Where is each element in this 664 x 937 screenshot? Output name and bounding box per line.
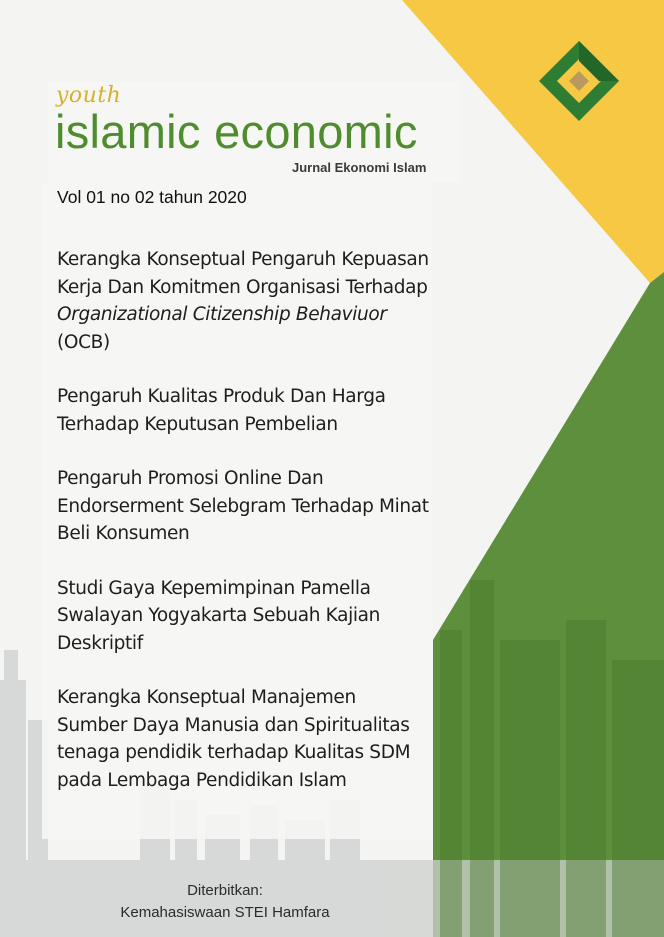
article-title: Kerangka Konseptual Manajemen Sumber Daya Manusia dan Spiritualitas tenaga pendidik terhadap Kualitas SDM pada Lembaga Pendidikan Islam <box>57 687 411 791</box>
article-title: Pengaruh Promosi Online Dan Endorserment Selebgram Terhadap Minat Beli Konsumen <box>57 468 429 544</box>
volume-info: Vol 01 no 02 tahun 2020 <box>57 187 247 207</box>
article-title: Studi Gaya Kepemimpinan Pamella Swalayan Yogyakarta Sebuah Kajian Deskriptif <box>57 577 381 654</box>
diamond-logo-icon <box>535 37 623 125</box>
article-list <box>57 246 429 821</box>
publisher-name: Kemahasiswaan STEI Hamfara <box>120 904 330 921</box>
article-title: Kerangka Konseptual Pengaruh Kepuasan Kerja Dan Komitmen Organisasi Terhadap Organizational Citizenship Behaviuor (OCB) <box>57 249 429 353</box>
article-title: Pengaruh Kualitas Produk Dan Harga Terhadap Keputusan Pembelian <box>57 386 386 435</box>
journal-kicker: youth <box>56 83 122 108</box>
journal-subtitle: Jurnal Ekonomi Islam <box>292 160 427 175</box>
publisher-block <box>0 880 450 924</box>
publisher-label: Diterbitkan: <box>187 882 263 899</box>
journal-title: islamic economic <box>55 105 418 158</box>
